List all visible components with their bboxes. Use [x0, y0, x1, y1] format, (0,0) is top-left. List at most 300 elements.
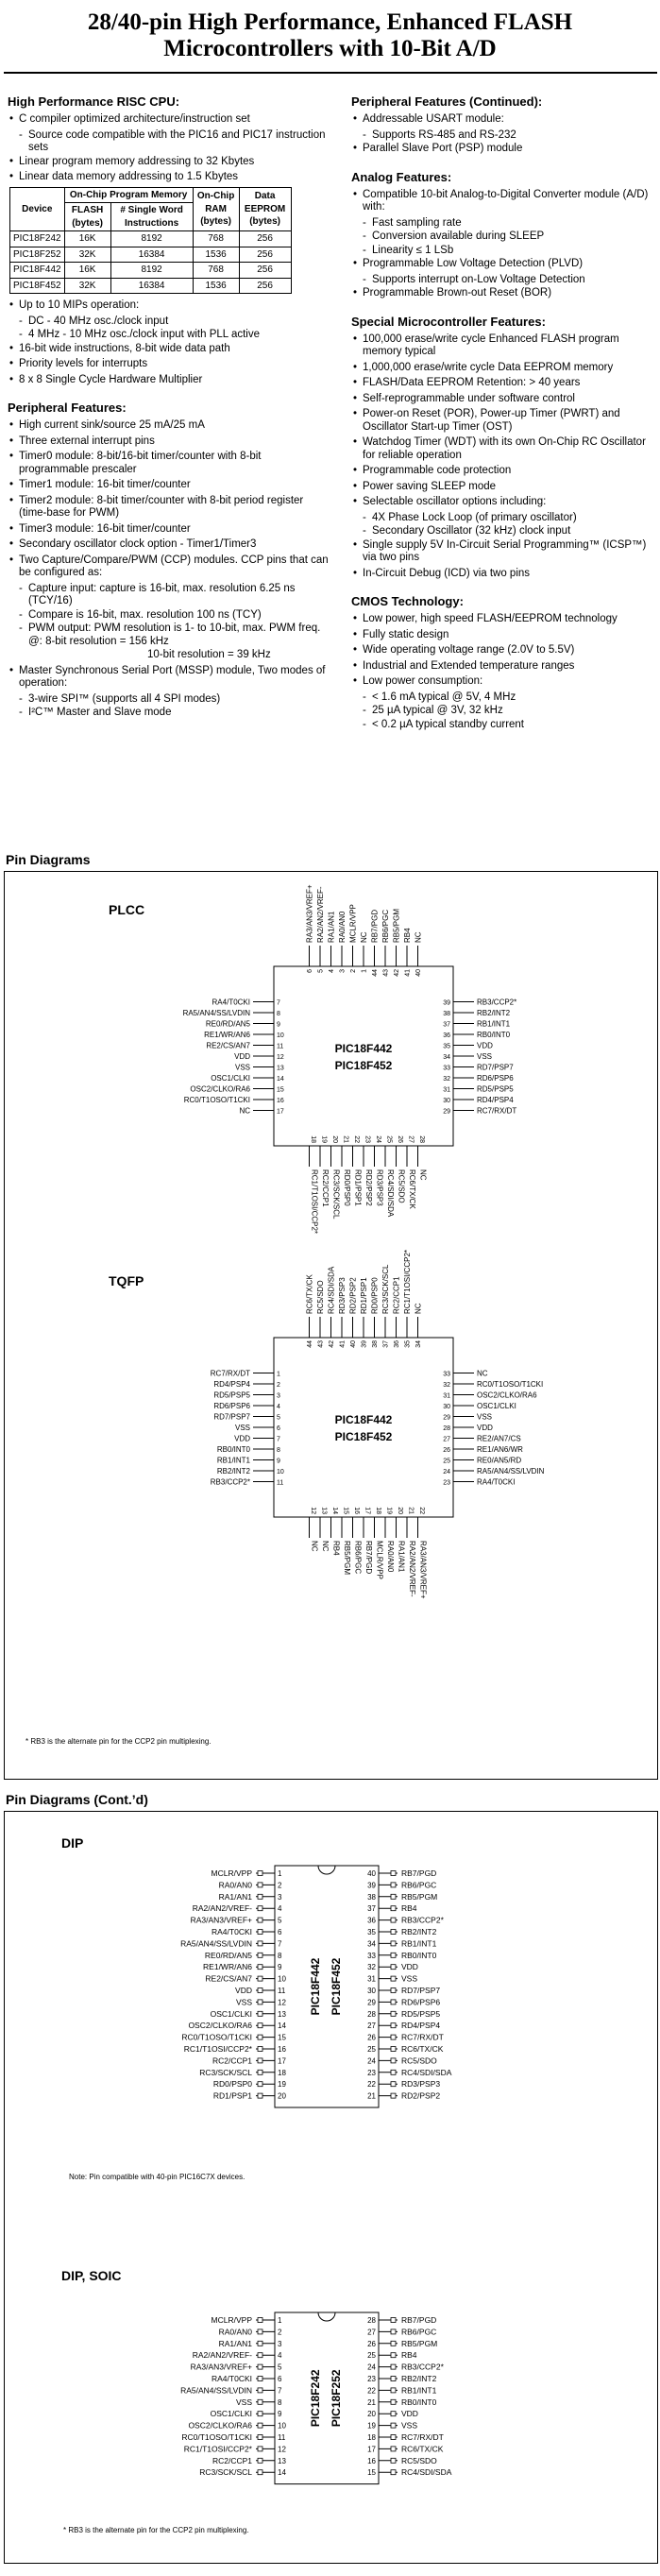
dip28-pin-number: 19 [367, 2421, 376, 2431]
dip40-pin-number: 30 [367, 1987, 376, 1995]
plcc-pin-label: NC [360, 931, 368, 943]
dip40-pin-box [258, 1930, 262, 1935]
dip40-pin-label: RE2/CS/AN7 [205, 1973, 252, 1984]
dip28-pin-label: RB3/CCP2* [401, 2362, 444, 2372]
dip28-pin-label: RB1/INT1 [401, 2385, 437, 2396]
tqfp-chip-name-2: PIC18F452 [334, 1430, 393, 1443]
tqfp-chip-body [274, 1338, 453, 1517]
peripheral-item: • Two Capture/Compare/PWM (CCP) modules. CCP pins that can be configured as: [8, 554, 333, 580]
dip40-pin-label: RD4/PSP4 [401, 2021, 441, 2031]
dip40-pin-label: OSC2/CLKO/RA6 [188, 2021, 252, 2031]
cpu-item: • Priority levels for interrupts [8, 358, 333, 371]
dip28-pin-box [391, 2447, 396, 2451]
dip40-pin-label: VSS [401, 1973, 418, 1984]
dip40-pin-box [391, 2082, 396, 2087]
dip28-pin-box [391, 2435, 396, 2440]
title-rule [4, 72, 657, 74]
dip28-pin-label: RA3/AN3/VREF+ [190, 2362, 252, 2372]
plcc-pin-label: RE2/CS/AN7 [206, 1041, 250, 1050]
peripheral-item: • Timer3 module: 16-bit timer/counter [8, 523, 333, 537]
dip40-pin-label: RB3/CCP2* [401, 1915, 444, 1925]
plcc-pin-number: 10 [277, 1032, 284, 1039]
tqfp-pin-label: VSS [477, 1412, 493, 1422]
plcc-pin-number: 3 [339, 969, 347, 973]
dip40-pin-number: 27 [367, 2022, 376, 2031]
dip40-pin-number: 29 [367, 1998, 376, 2007]
tqfp-pin-label: RC1/T1OSI/CCP2* [403, 1249, 412, 1314]
peripheral-item: • Parallel Slave Port (PSP) module [351, 143, 655, 156]
dip28-pin-label: RA0/AN0 [218, 2327, 252, 2337]
dip28-pin-box [258, 2458, 262, 2463]
peripheral-subitem-cont: 10-bit resolution = 39 kHz [147, 649, 271, 660]
cpu-subitem: - DC - 40 MHz osc./clock input [8, 316, 333, 329]
dip28-pin-box [391, 2458, 396, 2463]
tqfp-pin-number: 14 [331, 1507, 338, 1514]
analog-subitem: - Conversion available during SLEEP [351, 230, 655, 244]
plcc-pin-label: RD5/PSP5 [477, 1084, 514, 1094]
tqfp-pin-label: RC0/T1OSO/T1CKI [477, 1380, 544, 1389]
dip40-pin-label: VSS [235, 1997, 252, 2007]
plcc-pin-number: 37 [443, 1021, 450, 1029]
tqfp-pin-number: 40 [350, 1340, 357, 1348]
dip28-pin-number: 21 [367, 2397, 376, 2407]
tqfp-pin-number: 36 [394, 1340, 400, 1348]
dip40-pin-label: RD2/PSP2 [401, 2090, 441, 2101]
dip28-pin-label: RB7/PGD [401, 2315, 437, 2325]
dip28-pin-number: 13 [278, 2456, 286, 2465]
tqfp-pin-label: RD5/PSP5 [213, 1390, 250, 1400]
dip28-pin-number: 18 [367, 2433, 376, 2442]
tqfp-pin-label: RA0/AN0 [386, 1541, 395, 1573]
plcc-pin-number: 16 [277, 1098, 284, 1104]
tqfp-pin-number: 41 [339, 1340, 347, 1348]
dip40-pin-box [391, 2011, 396, 2016]
dip40-pin-number: 32 [367, 1963, 376, 1972]
plcc-pin-number: 8 [277, 1011, 280, 1017]
tqfp-pin-label: NC [477, 1369, 488, 1378]
dip28-pin-box [258, 2447, 262, 2451]
cpu-item: • Linear program memory addressing to 32 Kbytes [8, 156, 333, 169]
dip40-pin-label: RC2/CCP1 [212, 2056, 252, 2066]
dip28-pin-number: 7 [278, 2386, 282, 2396]
cmos-heading: CMOS Technology: [351, 594, 464, 608]
analog-item: • Compatible 10-bit Analog-to-Digital Converter module (A/D) with: [351, 189, 655, 214]
tqfp-pin-number: 39 [361, 1340, 368, 1348]
dip40-pin-label: RB5/PGM [401, 1891, 438, 1902]
pin-diagrams-cont-title: Pin Diagrams (Cont.’d) [6, 1792, 148, 1807]
dip-note: Note: Pin compatible with 40-pin PIC16C7X devices. [69, 2173, 245, 2181]
cpu-subitem: - Source code compatible with the PIC16 and PIC17 instruction sets [8, 129, 333, 155]
dip40-pin-label: RA3/AN3/VREF+ [190, 1915, 252, 1925]
tqfp-pin-label: RA3/AN3/VREF+ [418, 1541, 428, 1599]
tqfp-pin-number: 24 [443, 1469, 450, 1476]
dip40-pin-label: RB0/INT0 [401, 1950, 437, 1960]
dip40-pin-box [258, 1918, 262, 1922]
tqfp-pin-number: 43 [317, 1340, 325, 1348]
dip28-pin-box [258, 2388, 262, 2393]
tqfp-pin-number: 13 [320, 1507, 328, 1514]
peripheral-item: • Timer0 module: 8-bit/16-bit timer/counter with 8-bit programmable prescaler [8, 451, 333, 476]
dip40-pin-number: 10 [278, 1974, 286, 1984]
dip28-pin-box [391, 2377, 396, 2381]
dip40-pin-box [391, 2035, 396, 2039]
plcc-pin-number: 6 [307, 969, 313, 973]
plcc-pin-label: RB2/INT2 [477, 1009, 511, 1017]
plcc-pin-number: 36 [443, 1032, 450, 1039]
dip40-pin-box [258, 2058, 262, 2063]
special-item: • Power-on Reset (POR), Power-up Timer (PWRT) and Oscillator Start-up Timer (OST) [351, 408, 655, 434]
dip28-pin-box [391, 2399, 396, 2404]
plcc-chip-name-1: PIC18F442 [334, 1042, 393, 1055]
cpu-item: • Linear data memory addressing to 1.5 Kbytes [8, 171, 333, 184]
tqfp-pin-number: 12 [310, 1507, 316, 1514]
plcc-pin-label: RD4/PSP4 [477, 1096, 514, 1104]
plcc-pin-label: RB3/CCP2* [477, 998, 517, 1007]
table-row: PIC18F252 32K 16384 1536 256 [10, 247, 292, 263]
analog-subitem: - Supports interrupt on-Low Voltage Detection [351, 274, 655, 287]
peripheral-heading: Peripheral Features: [8, 401, 127, 415]
plcc-pin-label: RE1/WR/AN6 [204, 1031, 250, 1039]
dip28-pin-box [391, 2329, 396, 2334]
plcc-pin-number: 34 [443, 1054, 450, 1061]
analog-item: • Programmable Brown-out Reset (BOR) [351, 287, 655, 300]
tqfp-pin-label: NC [414, 1303, 423, 1314]
tqfp-pin-label: VDD [477, 1424, 493, 1432]
plcc-pin-label: RB0/INT0 [477, 1031, 511, 1039]
device-table [9, 187, 292, 295]
tqfp-pin-label: RB2/INT2 [216, 1467, 250, 1476]
cmos-subitem: - 25 µA typical @ 3V, 32 kHz [351, 705, 655, 718]
dip28-pin-label: RC4/SDI/SDA [401, 2467, 452, 2478]
special-item: • 100,000 erase/write cycle Enhanced FLASH program memory typical [351, 333, 655, 359]
dip40-pin-box [258, 2047, 262, 2052]
tqfp-pin-label: RC3/SCK/SCL [381, 1264, 390, 1314]
tqfp-pin-number: 6 [277, 1425, 280, 1432]
dip28-label: DIP, SOIC [61, 2268, 122, 2283]
dip40-pin-number: 19 [278, 2080, 286, 2090]
page-title [0, 9, 660, 62]
dip28-pin-box [391, 2470, 396, 2475]
tqfp-pin-label: RB0/INT0 [216, 1445, 250, 1454]
plcc-pin-label: RC3/SCK/SCL [331, 1169, 341, 1220]
plcc-pin-label: RE0/RD/AN5 [205, 1019, 250, 1029]
peripheral-item: • Three external interrupt pins [8, 435, 333, 449]
dip40-pin-number: 13 [278, 2009, 286, 2019]
peripheral-item: • Timer2 module: 8-bit timer/counter with 8-bit period register (time-base for PWM) [8, 495, 333, 520]
plcc-pin-label: VDD [477, 1041, 493, 1050]
plcc-pin-label: RC7/RX/DT [477, 1106, 517, 1116]
tqfp-pin-number: 32 [443, 1382, 450, 1389]
plcc-pin-number: 43 [382, 969, 390, 977]
dip40-pin-box [258, 2070, 262, 2074]
tqfp-pin-number: 18 [375, 1507, 381, 1514]
tqfp-pin-label: RD7/PSP7 [213, 1412, 250, 1422]
plcc-pin-number: 15 [277, 1086, 284, 1094]
special-item: • Watchdog Timer (WDT) with its own On-Chip RC Oscillator for reliable operation [351, 436, 655, 462]
tqfp-pin-number: 23 [443, 1479, 450, 1487]
dip40-pin-label: RB1/INT1 [401, 1938, 437, 1949]
dip40-pin-label: RE0/RD/AN5 [204, 1950, 252, 1960]
dip40-pin-box [258, 1976, 262, 1981]
table-row: PIC18F452 32K 16384 1536 256 [10, 278, 292, 294]
plcc-pin-label: RA1/AN1 [327, 911, 336, 943]
dip40-pin-label: RA2/AN2/VREF- [192, 1903, 252, 1914]
dip28-pin-number: 5 [278, 2363, 282, 2372]
analog-item: • Programmable Low Voltage Detection (PLVD) [351, 258, 655, 271]
plcc-pin-number: 39 [443, 999, 450, 1007]
pin-diagrams-title: Pin Diagrams [6, 852, 91, 867]
tqfp-pin-label: RB7/PGD [364, 1541, 373, 1575]
tqfp-pin-label: NC [321, 1541, 330, 1552]
plcc-pin-number: 27 [407, 1135, 415, 1143]
tqfp-pin-number: 25 [443, 1458, 450, 1465]
dip40-pin-label: RC6/TX/CK [401, 2044, 444, 2054]
dip40-pin-label: RA0/AN0 [218, 1880, 252, 1890]
tqfp-label: TQFP [109, 1273, 144, 1288]
dip28-pin-number: 2 [278, 2328, 282, 2337]
dip28-pin-label: MCLR/VPP [211, 2315, 252, 2325]
dip40-pin-label: MCLR/VPP [211, 1868, 252, 1878]
dip40-pin-number: 39 [367, 1881, 376, 1890]
dip40-pin-number: 20 [278, 2091, 286, 2101]
tqfp-pin-label: RC5/SDO [316, 1280, 325, 1314]
plcc-pin-number: 22 [353, 1135, 360, 1143]
dip40-pin-number: 6 [278, 1928, 282, 1936]
peripheral-item: • Master Synchronous Serial Port (MSSP) module, Two modes of operation: [8, 665, 333, 691]
cmos-item: • Fully static design [351, 629, 655, 642]
dip28-pin-number: 26 [367, 2339, 376, 2348]
dip28-pin-number: 25 [367, 2351, 376, 2361]
dip40-chip-name-2: PIC18F452 [330, 1957, 343, 2016]
dip28-pin-box [258, 2435, 262, 2440]
dip28-pin-label: RA4/T0CKI [212, 2374, 252, 2383]
plcc-chip-body [274, 966, 453, 1146]
dip40-pin-number: 9 [278, 1963, 282, 1972]
dip40-pin-box [258, 2000, 262, 2005]
cpu-item: • 8 x 8 Single Cycle Hardware Multiplier [8, 374, 333, 387]
dip40-pin-box [391, 1883, 396, 1887]
dip28-pin-number: 15 [367, 2468, 376, 2478]
cpu-heading: High Performance RISC CPU: [8, 94, 180, 109]
dip40-pin-box [258, 2082, 262, 2087]
dip40-pin-number: 38 [367, 1892, 376, 1902]
cmos-item: • Wide operating voltage range (2.0V to 5.5V) [351, 644, 655, 657]
plcc-pin-number: 26 [397, 1135, 403, 1143]
plcc-pin-number: 18 [310, 1135, 316, 1143]
dip40-pin-box [391, 1953, 396, 1957]
dip40-pin-label: RA5/AN4/SS/LVDIN [180, 1938, 252, 1949]
tqfp-pin-number: 11 [277, 1479, 284, 1487]
plcc-pin-label: MCLR/VPP [348, 904, 358, 943]
dip28-pin-label: RB2/INT2 [401, 2374, 437, 2383]
tqfp-pin-label: OSC2/CLKO/RA6 [477, 1390, 537, 1400]
special-item: • In-Circuit Debug (ICD) via two pins [351, 568, 655, 581]
right-column [351, 94, 655, 732]
dip28-pin-number: 3 [278, 2339, 282, 2348]
dip40-pin-label: RC3/SCK/SCL [199, 2067, 252, 2077]
col-eeprom: Data EEPROM (bytes) [239, 187, 291, 231]
plcc-pin-label: RB7/PGD [370, 909, 380, 943]
plcc-pin-number: 7 [277, 999, 280, 1007]
plcc-pin-number: 40 [415, 969, 422, 977]
tqfp-pin-label: RD0/PSP0 [370, 1277, 380, 1314]
peripheral-item: • Addressable USART module: [351, 113, 655, 127]
tqfp-pin-label: RC6/TX/CK [305, 1274, 314, 1314]
tqfp-pin-number: 9 [277, 1458, 280, 1465]
plcc-pin-number: 20 [331, 1135, 338, 1143]
dip40-pin-number: 31 [367, 1974, 376, 1984]
plcc-pin-label: RA0/AN0 [338, 911, 347, 943]
dip28-pin-label: RC7/RX/DT [401, 2432, 444, 2442]
tqfp-pin-label: VSS [234, 1424, 250, 1432]
dip28-pin-box [391, 2341, 396, 2346]
tqfp-pin-number: 3 [277, 1392, 280, 1400]
dip28-pin-number: 22 [367, 2386, 376, 2396]
plcc-pin-label: RC1/T1OSI/CCP2* [310, 1169, 319, 1235]
plcc-pin-label: RC2/CCP1 [321, 1169, 330, 1207]
dip28-pin-label: OSC2/CLKO/RA6 [188, 2420, 252, 2431]
dip40-pin-box [258, 1906, 262, 1911]
tqfp-pin-label: RA5/AN4/SS/LVDIN [477, 1467, 545, 1476]
peripheral-item: • High current sink/source 25 mA/25 mA [8, 419, 333, 433]
col-flash: FLASH (bytes) [64, 203, 110, 231]
plcc-pin-label: NC [239, 1106, 250, 1116]
plcc-pin-label: RD3/PSP3 [375, 1169, 384, 1206]
dip28-pin-number: 8 [278, 2397, 282, 2407]
plcc-pin-number: 44 [372, 969, 379, 977]
dip40-pin-label: RC4/SDI/SDA [401, 2067, 452, 2077]
dip28-pin-label: RA1/AN1 [218, 2338, 252, 2348]
special-item: • Selectable oscillator options including: [351, 496, 655, 509]
analog-subitem: - Fast sampling rate [351, 217, 655, 230]
dip40-pin-box [391, 2058, 396, 2063]
plcc-pin-label: RC5/SDO [397, 1169, 406, 1203]
cmos-item: • Low power consumption: [351, 675, 655, 689]
dip40-pin-number: 35 [367, 1928, 376, 1936]
tqfp-pin-number: 17 [364, 1507, 371, 1514]
col-device: Device [10, 187, 65, 231]
dip40-pin-label: RD1/PSP1 [212, 2090, 252, 2101]
dip28-pin-label: RB4 [401, 2350, 417, 2361]
dip28-pin-box [258, 2399, 262, 2404]
dip40-pin-number: 3 [278, 1892, 282, 1902]
tqfp-pin-label: RC2/CCP1 [392, 1276, 401, 1314]
cmos-subitem: - < 0.2 µA typical standby current [351, 719, 655, 732]
peripheral-subitem: - Compare is 16-bit, max. resolution 100 ns (TCY) [8, 609, 333, 623]
dip28-pin-label: VDD [401, 2409, 418, 2419]
tqfp-pin-label: RD4/PSP4 [213, 1380, 250, 1389]
dip40-pin-label: RB6/PGC [401, 1880, 437, 1890]
dip40-pin-box [258, 1871, 262, 1876]
plcc-pin-number: 25 [385, 1135, 393, 1143]
analog-heading: Analog Features: [351, 169, 452, 184]
dip40-pin-box [258, 1883, 262, 1887]
plcc-pin-number: 1 [361, 969, 368, 973]
tqfp-pin-label: RB4 [331, 1541, 341, 1556]
tqfp-chip-name-1: PIC18F442 [334, 1413, 393, 1426]
dip28-pin-number: 9 [278, 2410, 282, 2419]
dip28-pin-box [258, 2377, 262, 2381]
plcc-pin-label: RD6/PSP6 [477, 1074, 514, 1083]
dip40-pin-label: RD5/PSP5 [401, 2008, 441, 2019]
tqfp-pin-label: OSC1/CLKI [477, 1402, 516, 1410]
special-subitem: - Secondary Oscillator (32 kHz) clock input [351, 525, 655, 538]
tqfp-pin-number: 5 [277, 1414, 280, 1422]
special-subitem: - 4X Phase Lock Loop (of primary oscillator) [351, 512, 655, 525]
plcc-pin-label: RA5/AN4/SS/LVDIN [182, 1009, 250, 1017]
cpu-subitem: - 4 MHz - 10 MHz osc./clock input with PLL active [8, 329, 333, 342]
dip28-pin-label: RC5/SDO [401, 2455, 437, 2465]
dip28-pin-box [391, 2412, 396, 2416]
tqfp-pin-label: RD2/PSP2 [348, 1277, 358, 1314]
peripheral-cont-heading: Peripheral Features (Continued): [351, 94, 543, 109]
dip40-chip-name-1: PIC18F442 [309, 1957, 322, 2016]
plcc-pin-label: VDD [234, 1052, 250, 1061]
dip40-pin-number: 16 [278, 2045, 286, 2054]
dip40-pin-box [258, 2011, 262, 2016]
tqfp-pin-number: 27 [443, 1436, 450, 1443]
dip40-pin-number: 33 [367, 1951, 376, 1960]
plcc-pin-label: RB4 [403, 928, 412, 943]
tqfp-pin-number: 37 [382, 1340, 390, 1348]
tqfp-pin-number: 16 [353, 1507, 360, 1514]
dip40-pin-number: 17 [278, 2056, 286, 2066]
special-item: • Power saving SLEEP mode [351, 481, 655, 494]
dip28-pin-label: RA5/AN4/SS/LVDIN [180, 2385, 252, 2396]
dip40-pin-number: 7 [278, 1939, 282, 1949]
dip40-pin-box [391, 2070, 396, 2074]
dip28-pin-label: VSS [401, 2420, 418, 2431]
plcc-pin-label: RB1/INT1 [477, 1019, 511, 1029]
dip40-pin-label: RD7/PSP7 [401, 1986, 441, 1995]
plcc-pin-label: RD2/PSP2 [364, 1169, 373, 1206]
dip40-pin-box [258, 2035, 262, 2039]
tqfp-pin-number: 35 [404, 1340, 412, 1348]
plcc-pin-number: 42 [394, 969, 400, 977]
tqfp-pin-number: 44 [307, 1340, 313, 1348]
footnote: * RB3 is the alternate pin for the CCP2 pin multiplexing. [63, 2526, 249, 2534]
dip40-pin-number: 12 [278, 1998, 286, 2007]
dip40-label: DIP [61, 1835, 84, 1851]
dip28-pin-label: RC1/T1OSI/CCP2* [183, 2444, 252, 2454]
dip40-pin-label: RE1/WR/AN6 [203, 1962, 252, 1972]
dip28-pin-box [258, 2329, 262, 2334]
dip40-pin-number: 23 [367, 2068, 376, 2077]
dip40-pin-box [258, 1965, 262, 1970]
tqfp-pin-label: RC7/RX/DT [210, 1369, 250, 1378]
title-line-1: 28/40-pin High Performance, Enhanced FLASH [87, 9, 573, 35]
dip28-pin-number: 27 [367, 2328, 376, 2337]
plcc-pin-label: RA2/AN2/VREF- [316, 886, 325, 943]
plcc-pin-number: 35 [443, 1043, 450, 1050]
plcc-pin-number: 28 [418, 1135, 425, 1143]
tqfp-pin-label: RB3/CCP2* [210, 1477, 250, 1487]
dip40-pin-box [391, 1976, 396, 1981]
plcc-pin-label: RA3/AN3/VREF+ [305, 884, 314, 943]
tqfp-pin-label: RD1/PSP1 [360, 1277, 368, 1314]
plcc-pin-label: RD7/PSP7 [477, 1063, 514, 1072]
dip40-pin-number: 14 [278, 2022, 286, 2031]
plcc-pin-label: RB6/PGC [381, 909, 390, 943]
dip28-pin-number: 1 [278, 2316, 282, 2325]
dip28-pin-box [391, 2353, 396, 2358]
tqfp-pin-label: RD6/PSP6 [213, 1402, 250, 1410]
peripheral-subitem: - Capture input: capture is 16-bit, max. resolution 6.25 ns (TCY/16) [8, 583, 333, 608]
dip28-pin-box [391, 2388, 396, 2393]
dip28-pin-number: 4 [278, 2351, 282, 2361]
dip40-pin-number: 34 [367, 1939, 376, 1949]
plcc-pin-number: 38 [443, 1011, 450, 1017]
